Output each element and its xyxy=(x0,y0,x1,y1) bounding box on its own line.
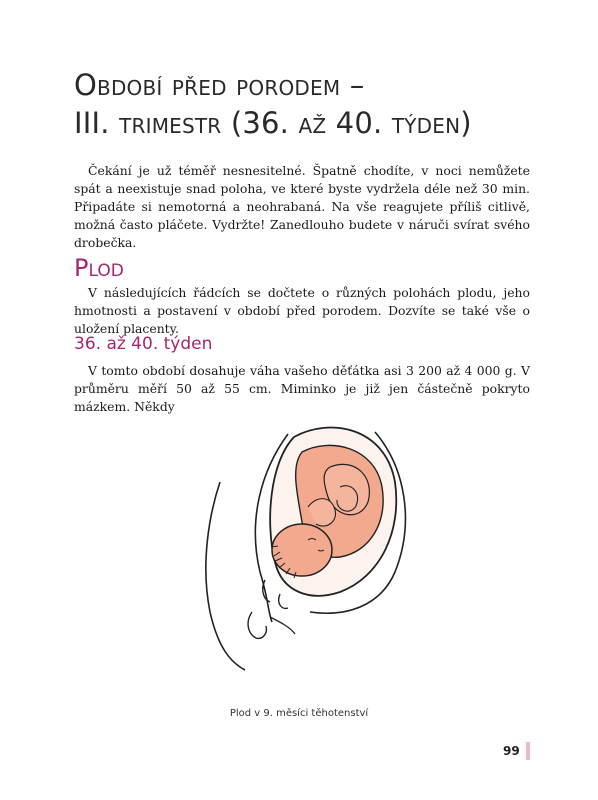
chapter-title-line-1: Období před porodem – xyxy=(74,68,365,102)
section-heading: Plod xyxy=(74,254,124,282)
chapter-title xyxy=(74,66,574,142)
page-number: 99 xyxy=(503,744,520,758)
intro-paragraph: Čekání je už téměř nesnesitelné. Špatně chodíte, v noci nemůžete spát a neexistuje snad poloha, ve které byste vydržela déle než 30 min. Připadáte si nemotorná a neohrabaná. Na vše reagujete příliš citlivě, možná často pláčete. Vydržte! Zanedlouho budete v náruči svírat svého drobečka. xyxy=(74,163,530,250)
figure-caption: Plod v 9. měsíci těhotenství xyxy=(229,708,369,719)
subsection-heading: 36. až 40. týden xyxy=(74,334,213,354)
page-marker xyxy=(526,742,530,760)
section-paragraph: V následujících řádcích se dočtete o různých polohách plodu, jeho hmotnosti a postavení v období před porodem. Dozvíte se také vše o uložení placenty. xyxy=(74,285,530,336)
chapter-title-line-2: III. trimestr (36. až 40. týden) xyxy=(74,106,472,140)
subsection-paragraph: V tomto období dosahuje váha vašeho děťátka asi 3 200 až 4 000 g. V průměru měří 50 až 55 cm. Miminko je již jen částečně pokryto mázkem. Někdy xyxy=(74,363,530,414)
fetus-illustration xyxy=(190,412,430,672)
